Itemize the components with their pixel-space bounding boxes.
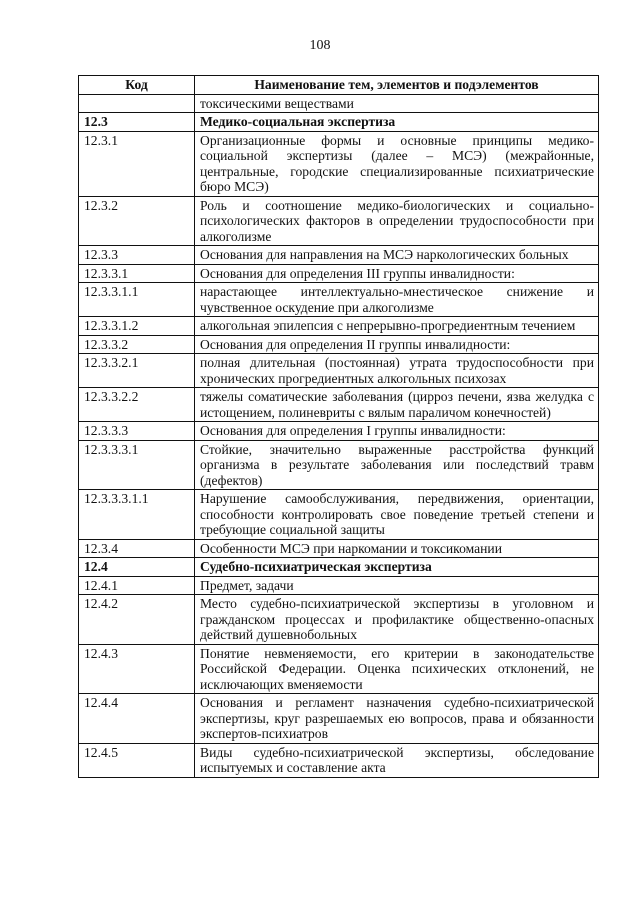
column-header-code: Код xyxy=(79,76,195,95)
row-code: 12.3.3.3 xyxy=(79,422,195,441)
table-row xyxy=(79,422,599,441)
row-title: Организационные формы и основные принципы медико-социальной экспертизы (далее – МСЭ) (межрайонные, центральные, городские специализированные психиатрические бюро МСЭ) xyxy=(195,131,599,196)
row-code: 12.3.1 xyxy=(79,131,195,196)
row-title: Судебно-психиатрическая экспертиза xyxy=(195,558,599,577)
row-title: Основания для определения I группы инвалидности: xyxy=(195,422,599,441)
table-row xyxy=(79,644,599,694)
table-row xyxy=(79,131,599,196)
table-row xyxy=(79,196,599,246)
row-title: Место судебно-психиатрической экспертизы в уголовном и гражданском процессах и профилактике общественно-опасных действий душевнобольных xyxy=(195,595,599,645)
row-code: 12.4.3 xyxy=(79,644,195,694)
table-body xyxy=(79,94,599,777)
table-row xyxy=(79,335,599,354)
table-row xyxy=(79,264,599,283)
row-code: 12.3.4 xyxy=(79,539,195,558)
table-row xyxy=(79,440,599,490)
table-row xyxy=(79,694,599,744)
row-title: тяжелы соматические заболевания (цирроз печени, язва желудка с истощением, полиневриты с вялым параличом конечностей) xyxy=(195,388,599,422)
row-code: 12.4.4 xyxy=(79,694,195,744)
table-row xyxy=(79,743,599,777)
row-code: 12.3.3.3.1.1 xyxy=(79,490,195,540)
row-code: 12.4.1 xyxy=(79,576,195,595)
table-row xyxy=(79,558,599,577)
row-title: Роль и соотношение медико-биологических и социально-психологических факторов в определении трудоспособности при алкоголизме xyxy=(195,196,599,246)
curriculum-table xyxy=(78,75,599,778)
table-header-row xyxy=(79,76,599,95)
row-code: 12.4.2 xyxy=(79,595,195,645)
row-code: 12.3.3.2.2 xyxy=(79,388,195,422)
table-row xyxy=(79,317,599,336)
row-title: Основания и регламент назначения судебно-психиатрической экспертизы, круг разрешаемых ею вопросов, права и обязанности экспертов-психиатров xyxy=(195,694,599,744)
table-row xyxy=(79,113,599,132)
row-code: 12.3.3.1 xyxy=(79,264,195,283)
row-title: Основания для направления на МСЭ наркологических больных xyxy=(195,246,599,265)
row-title: Виды судебно-психиатрической экспертизы, обследование испытуемых и составление акта xyxy=(195,743,599,777)
row-title: Медико-социальная экспертиза xyxy=(195,113,599,132)
table-row xyxy=(79,283,599,317)
row-title: алкогольная эпилепсия с непрерывно-прогредиентным течением xyxy=(195,317,599,336)
row-title: Предмет, задачи xyxy=(195,576,599,595)
table-row xyxy=(79,94,599,113)
row-title: Особенности МСЭ при наркомании и токсикомании xyxy=(195,539,599,558)
row-code xyxy=(79,94,195,113)
row-code: 12.3.2 xyxy=(79,196,195,246)
table-row xyxy=(79,539,599,558)
row-title: нарастающее интеллектуально-мнестическое снижение и чувственное оскудение при алкоголизме xyxy=(195,283,599,317)
row-title: Нарушение самообслуживания, передвижения, ориентации, способности контролировать свое поведение третьей степени и требующие социальной защиты xyxy=(195,490,599,540)
row-title: токсическими веществами xyxy=(195,94,599,113)
table-row xyxy=(79,354,599,388)
row-title: полная длительная (постоянная) утрата трудоспособности при хронических прогредиентных алкогольных психозах xyxy=(195,354,599,388)
table-row xyxy=(79,490,599,540)
row-code: 12.3.3.1.2 xyxy=(79,317,195,336)
row-code: 12.3.3.2.1 xyxy=(79,354,195,388)
row-title: Основания для определения II группы инвалидности: xyxy=(195,335,599,354)
table-row xyxy=(79,246,599,265)
page-number: 108 xyxy=(309,38,331,53)
column-header-title: Наименование тем, элементов и подэлементов xyxy=(195,76,599,95)
row-title: Стойкие, значительно выраженные расстройства функций организма в результате заболевания или последствий травм (дефектов) xyxy=(195,440,599,490)
table-row xyxy=(79,595,599,645)
row-code: 12.3.3 xyxy=(79,246,195,265)
row-code: 12.3.3.1.1 xyxy=(79,283,195,317)
table-row xyxy=(79,388,599,422)
row-code: 12.3.3.3.1 xyxy=(79,440,195,490)
row-code: 12.4.5 xyxy=(79,743,195,777)
row-code: 12.3.3.2 xyxy=(79,335,195,354)
table-row xyxy=(79,576,599,595)
row-code: 12.3 xyxy=(79,113,195,132)
row-title: Основания для определения III группы инвалидности: xyxy=(195,264,599,283)
row-code: 12.4 xyxy=(79,558,195,577)
row-title: Понятие невменяемости, его критерии в законодательстве Российской Федерации. Оценка психических отклонений, не исключающих вменяемости xyxy=(195,644,599,694)
